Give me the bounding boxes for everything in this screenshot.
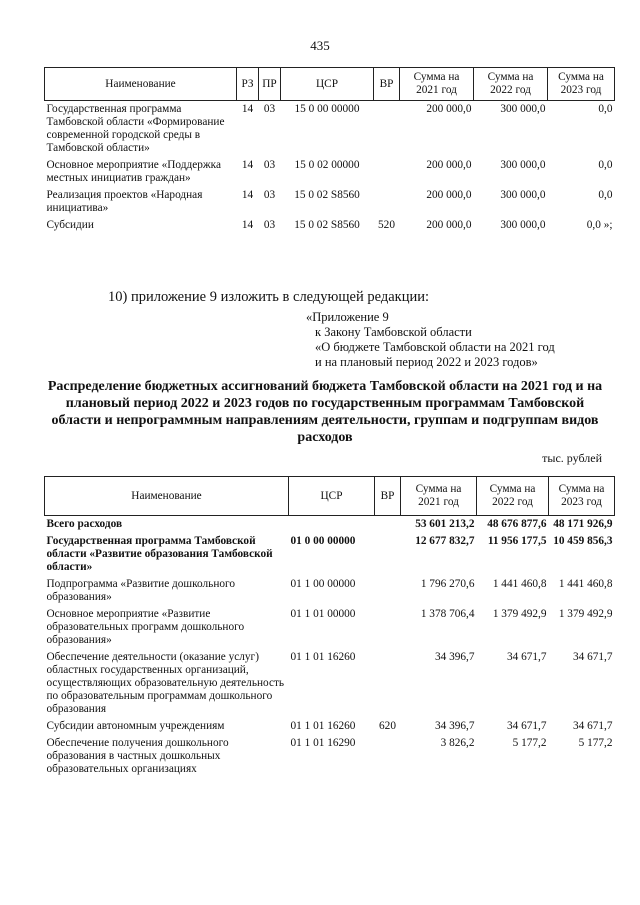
row-csr: 15 0 00 00000 xyxy=(294,103,360,115)
row-sum-2023: 1 441 460,8 xyxy=(558,578,613,590)
row-sum-2021: 1 378 706,4 xyxy=(420,608,475,620)
appendix-line-3: «О бюджете Тамбовской области на 2021 год xyxy=(315,340,555,354)
appendix-line-2: к Закону Тамбовской области xyxy=(315,325,472,339)
row-sum-2021: 200 000,0 xyxy=(426,159,472,171)
row-sum-2023: 0,0 »; xyxy=(586,219,613,231)
row-vr xyxy=(375,516,401,534)
row-vr: 520 xyxy=(378,219,395,231)
row-csr: 01 1 01 16260 xyxy=(290,720,356,732)
row-sum-2021: 200 000,0 xyxy=(426,103,472,115)
table-row xyxy=(45,718,615,735)
row-vr xyxy=(375,735,401,778)
row-sum-2021: 53 601 213,2 xyxy=(415,518,475,530)
table-row xyxy=(45,217,615,234)
row-csr xyxy=(289,516,375,534)
table-row xyxy=(45,576,615,606)
amendment-instruction: 10) приложение 9 изложить в следующей редакции: xyxy=(108,289,430,305)
header-vr: ВР xyxy=(374,68,400,101)
row-sum-2022: 34 671,7 xyxy=(506,720,547,732)
budget-table-top xyxy=(44,67,615,234)
row-name: Субсидии xyxy=(46,219,94,231)
row-vr xyxy=(375,606,401,649)
row-name: Государственная программа Тамбовской области «Развитие образования Тамбовской области» xyxy=(46,535,273,573)
header-sum-2022: Сумма на 2022 год xyxy=(474,68,548,101)
header-sum-2023: Сумма на 2023 год xyxy=(549,477,615,516)
row-name: Субсидии автономным учреждениям xyxy=(46,720,225,732)
row-sum-2022: 1 379 492,9 xyxy=(492,608,547,620)
row-sum-2021: 34 396,7 xyxy=(434,651,475,663)
row-vr xyxy=(375,533,401,576)
row-name: Основное мероприятие «Развитие образовательных программ дошкольного образования» xyxy=(46,608,245,646)
row-sum-2022: 300 000,0 xyxy=(500,103,546,115)
row-rz: 14 xyxy=(241,189,254,201)
header-rz: РЗ xyxy=(237,68,259,101)
row-sum-2021: 200 000,0 xyxy=(426,219,472,231)
row-sum-2022: 300 000,0 xyxy=(500,189,546,201)
row-pr: 03 xyxy=(263,159,276,171)
header-sum-2022: Сумма на 2022 год xyxy=(477,477,549,516)
row-pr: 03 xyxy=(263,103,276,115)
row-sum-2021: 200 000,0 xyxy=(426,189,472,201)
row-name: Всего расходов xyxy=(46,518,123,530)
page-number: 435 xyxy=(310,38,330,53)
row-sum-2023: 0,0 xyxy=(598,103,613,115)
row-sum-2022: 48 676 877,6 xyxy=(487,518,547,530)
row-sum-2023: 34 671,7 xyxy=(572,651,613,663)
row-sum-2021: 1 796 270,6 xyxy=(420,578,475,590)
row-pr: 03 xyxy=(263,189,276,201)
row-vr xyxy=(375,649,401,718)
header-sum-2023: Сумма на 2023 год xyxy=(548,68,615,101)
row-name: Государственная программа Тамбовской области «Формирование современной городской среды в Тамбовской области» xyxy=(46,103,225,154)
row-csr: 01 1 01 00000 xyxy=(290,608,356,620)
row-sum-2023: 5 177,2 xyxy=(578,737,613,749)
row-vr xyxy=(374,187,400,217)
row-sum-2023: 48 171 926,9 xyxy=(553,518,613,530)
header-name: Наименование xyxy=(45,477,289,516)
appendix-header xyxy=(306,310,555,370)
row-sum-2021: 3 826,2 xyxy=(440,737,475,749)
row-vr xyxy=(374,101,400,158)
table-row xyxy=(45,101,615,158)
row-pr: 03 xyxy=(263,219,276,231)
row-sum-2022: 300 000,0 xyxy=(500,159,546,171)
row-rz: 14 xyxy=(241,219,254,231)
row-sum-2021: 12 677 832,7 xyxy=(415,535,475,547)
table-row xyxy=(45,157,615,187)
row-name: Реализация проектов «Народная инициатива» xyxy=(46,189,203,214)
document-title: Распределение бюджетных ассигнований бюджета Тамбовской области на 2021 год и на плановый период 2022 и 2023 годов по государственным программам Тамбовской области и непрограммным направлениям деятельности, группам и подгруппам видов расходов xyxy=(47,379,603,445)
row-vr xyxy=(375,576,401,606)
row-sum-2023: 0,0 xyxy=(598,159,613,171)
row-csr: 15 0 02 S8560 xyxy=(294,189,360,201)
row-name: Обеспечение деятельности (оказание услуг) областных государственных организаций, осуществляющих образовательную деятельность по образовательным программам дошкольного образования xyxy=(46,651,285,715)
table-row xyxy=(45,533,615,576)
table-row xyxy=(45,606,615,649)
header-pr: ПР xyxy=(259,68,281,101)
table-row xyxy=(45,187,615,217)
row-name: Подпрограмма «Развитие дошкольного образования» xyxy=(46,578,236,603)
row-csr: 15 0 02 S8560 xyxy=(294,219,360,231)
budget-table-main xyxy=(44,476,615,778)
row-sum-2022: 5 177,2 xyxy=(512,737,547,749)
row-name: Основное мероприятие «Поддержка местных инициатив граждан» xyxy=(46,159,222,184)
row-csr: 01 0 00 00000 xyxy=(290,535,356,547)
header-sum-2021: Сумма на 2021 год xyxy=(400,68,474,101)
table-header-row xyxy=(45,68,615,101)
row-name: Обеспечение получения дошкольного образования в частных дошкольных образовательных организациях xyxy=(46,737,229,775)
header-name: Наименование xyxy=(45,68,237,101)
row-sum-2021: 34 396,7 xyxy=(434,720,475,732)
row-sum-2022: 11 956 177,5 xyxy=(487,535,547,547)
row-csr: 01 1 01 16260 xyxy=(290,651,356,663)
header-csr: ЦСР xyxy=(289,477,375,516)
table-row xyxy=(45,735,615,778)
row-csr: 15 0 02 00000 xyxy=(294,159,360,171)
header-csr: ЦСР xyxy=(281,68,374,101)
appendix-line-4: и на плановый период 2022 и 2023 годов» xyxy=(315,355,538,369)
row-vr: 620 xyxy=(379,720,396,732)
row-sum-2023: 0,0 xyxy=(598,189,613,201)
table-row xyxy=(45,649,615,718)
row-sum-2023: 1 379 492,9 xyxy=(558,608,613,620)
appendix-line-1: «Приложение 9 xyxy=(306,310,389,324)
table-header-row xyxy=(45,477,615,516)
row-vr xyxy=(374,157,400,187)
row-rz: 14 xyxy=(241,159,254,171)
row-csr: 01 1 01 16290 xyxy=(290,737,356,749)
row-csr: 01 1 00 00000 xyxy=(290,578,356,590)
row-sum-2022: 300 000,0 xyxy=(500,219,546,231)
row-sum-2022: 34 671,7 xyxy=(506,651,547,663)
header-sum-2021: Сумма на 2021 год xyxy=(401,477,477,516)
row-sum-2023: 34 671,7 xyxy=(572,720,613,732)
units-label: тыс. рублей xyxy=(542,451,602,465)
header-vr: ВР xyxy=(375,477,401,516)
row-sum-2022: 1 441 460,8 xyxy=(492,578,547,590)
row-rz: 14 xyxy=(241,103,254,115)
table-row xyxy=(45,516,615,534)
row-sum-2023: 10 459 856,3 xyxy=(553,535,613,547)
